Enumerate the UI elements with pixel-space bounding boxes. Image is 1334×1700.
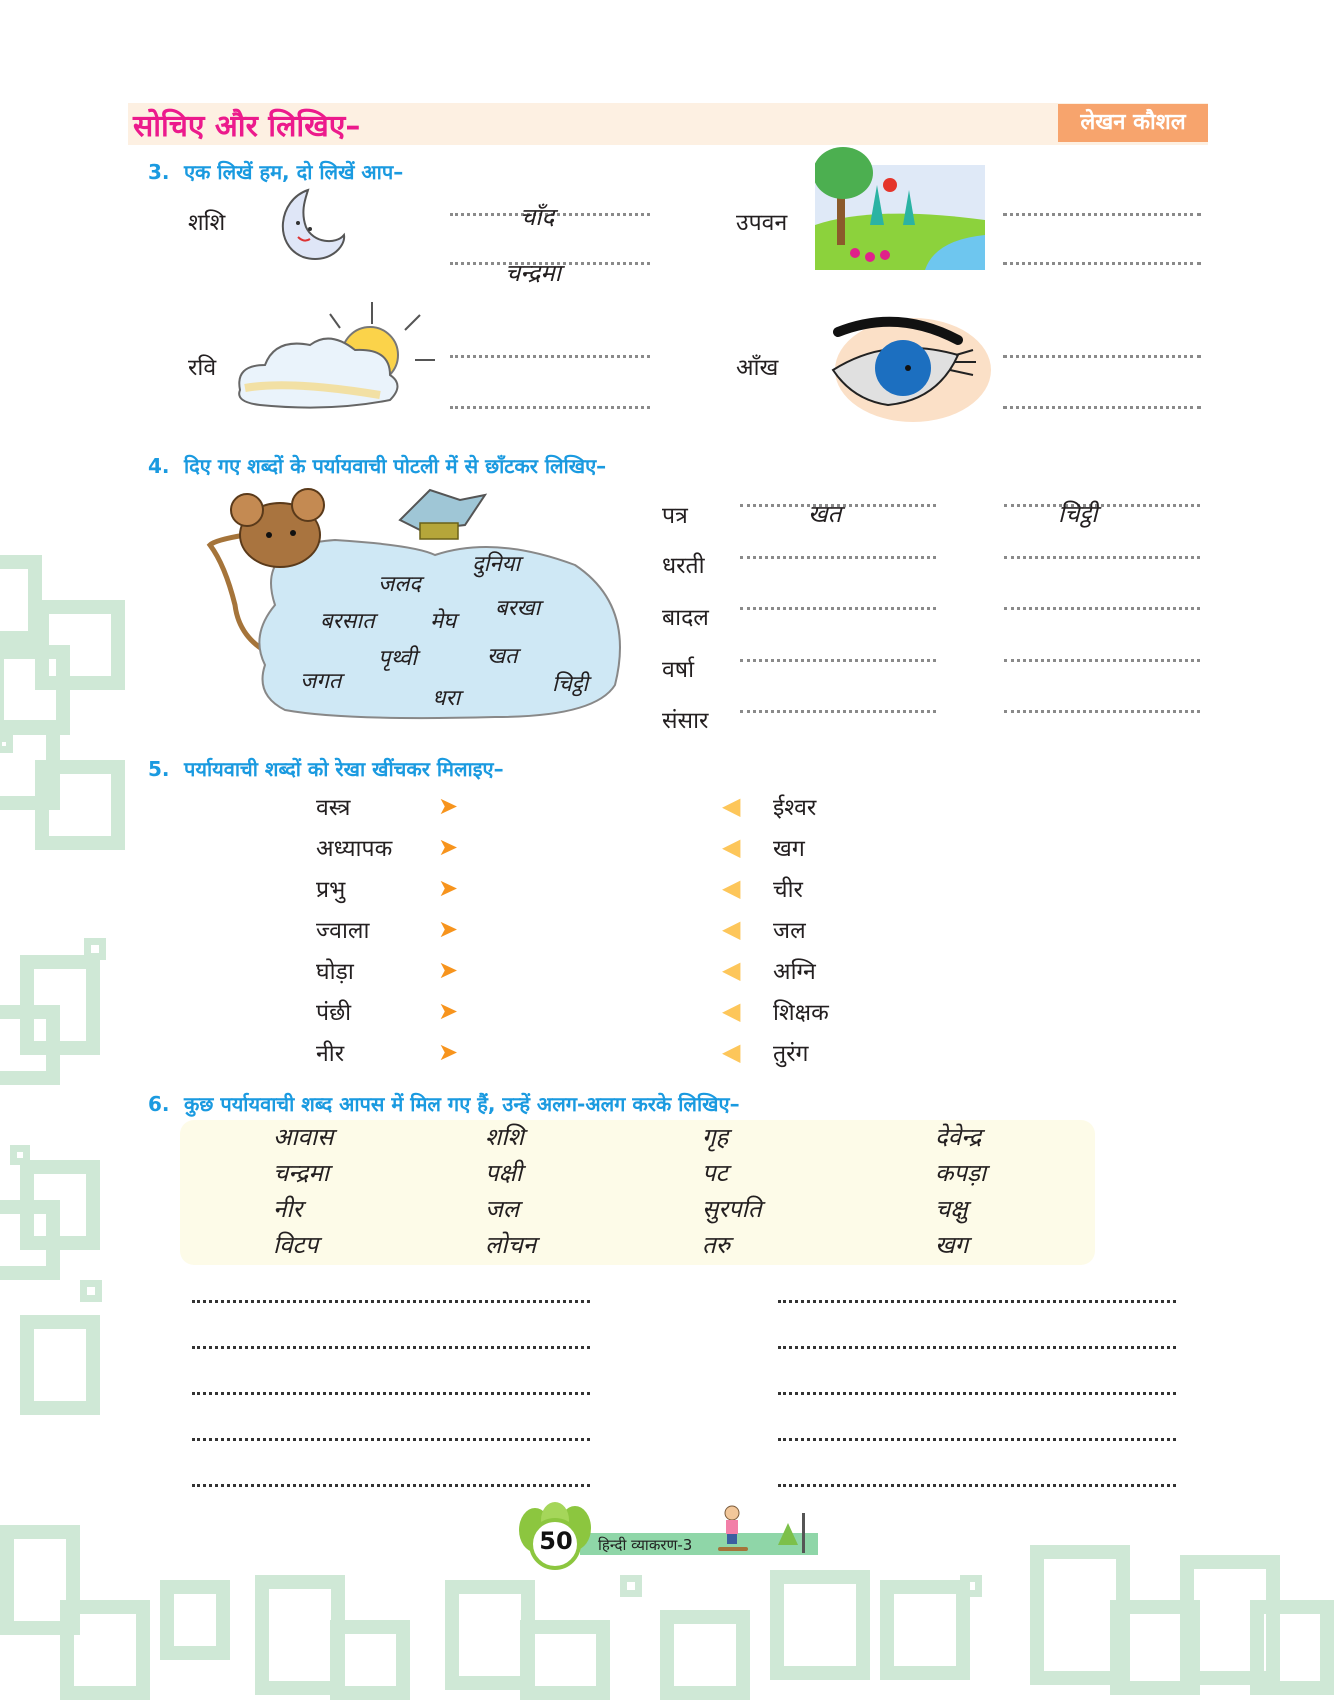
grid-word: चन्द्रमा [273, 1159, 329, 1187]
answer-line[interactable] [740, 556, 936, 559]
arrow-left-icon[interactable]: ◀ [722, 1038, 741, 1066]
match-left-word: घोड़ा [316, 959, 354, 985]
q4-word: वर्षा [662, 657, 695, 683]
answer-line[interactable] [778, 1438, 1176, 1441]
bag-word: जलद [378, 572, 421, 597]
arrow-left-icon[interactable]: ◀ [722, 833, 741, 861]
answer-text: चिट्ठी [1058, 500, 1098, 528]
q5-heading: 5. पर्यायवाची शब्दों को रेखा खींचकर मिलाइए– [148, 757, 504, 781]
match-left-word: ज्वाला [316, 918, 370, 944]
book-title: हिन्दी व्याकरण-3 [598, 1536, 693, 1554]
match-left-word: प्रभु [316, 877, 346, 903]
answer-text: खत [808, 500, 842, 528]
answer-line[interactable] [740, 659, 936, 662]
section-tab: लेखन कौशल [1058, 104, 1208, 142]
answer-line[interactable] [740, 607, 936, 610]
q3-word: आँख [736, 355, 779, 381]
grid-word: तरु [702, 1231, 731, 1259]
match-right-word: अग्नि [773, 959, 816, 985]
answer-line[interactable] [1004, 710, 1200, 713]
bag-word: बरखा [495, 596, 541, 621]
answer-line[interactable] [192, 1392, 590, 1395]
answer-line[interactable] [450, 406, 650, 409]
answer-line[interactable] [1004, 556, 1200, 559]
grid-word: देवेन्द्र [935, 1123, 982, 1151]
answer-line[interactable] [1003, 406, 1201, 409]
q6-heading: 6. कुछ पर्यायवाची शब्द आपस में मिल गए हैं, उन्हें अलग-अलग करके लिखिए– [148, 1092, 740, 1116]
grid-word: सुरपति [702, 1195, 762, 1223]
answer-line[interactable] [192, 1484, 590, 1487]
sun-cloud-icon [230, 300, 440, 415]
q3-word: रवि [188, 355, 217, 381]
bag-word: बरसात [320, 609, 375, 634]
grid-word: विटप [273, 1231, 319, 1259]
skater-boy-icon [710, 1505, 810, 1555]
arrow-left-icon[interactable]: ◀ [722, 915, 741, 943]
answer-line[interactable] [1004, 504, 1200, 507]
grid-word: आवास [273, 1123, 334, 1151]
arrow-right-icon[interactable]: ➤ [438, 792, 459, 820]
arrow-left-icon[interactable]: ◀ [722, 956, 741, 984]
bag-word: मेघ [430, 609, 457, 634]
grid-word: पक्षी [485, 1159, 523, 1187]
answer-line[interactable] [740, 710, 936, 713]
q4-word: पत्र [662, 503, 688, 529]
answer-line[interactable] [778, 1484, 1176, 1487]
match-left-word: पंछी [316, 1000, 352, 1026]
answer-line[interactable] [192, 1346, 590, 1349]
arrow-right-icon[interactable]: ➤ [438, 874, 459, 902]
grid-word: शशि [485, 1123, 524, 1151]
q3-word: शशि [188, 210, 226, 236]
q4-word: संसार [662, 708, 709, 734]
q4-word: बादल [662, 605, 709, 631]
answer-line[interactable] [1004, 607, 1200, 610]
grid-word: नीर [273, 1195, 303, 1223]
moon-icon [268, 185, 348, 265]
answer-line[interactable] [778, 1346, 1176, 1349]
bag-word: खत [487, 644, 518, 669]
arrow-left-icon[interactable]: ◀ [722, 874, 741, 902]
q3-heading: 3. एक लिखें हम, दो लिखें आप– [148, 160, 404, 184]
bag-word: दुनिया [472, 552, 521, 577]
match-right-word: चीर [773, 877, 803, 903]
answer-line[interactable] [192, 1438, 590, 1441]
grid-word: जल [485, 1195, 520, 1223]
grid-word: चक्षु [935, 1195, 968, 1223]
page-number: 50 [539, 1527, 573, 1555]
answer-line[interactable] [778, 1300, 1176, 1303]
match-right-word: खग [773, 836, 805, 862]
grid-word: कपड़ा [935, 1159, 987, 1187]
answer-line[interactable] [1003, 355, 1201, 358]
bag-word: पृथ्वी [378, 646, 417, 671]
match-left-word: नीर [316, 1041, 345, 1067]
match-left-word: अध्यापक [316, 836, 393, 862]
answer-line[interactable] [1004, 659, 1200, 662]
match-left-word: वस्त्र [316, 795, 351, 821]
arrow-right-icon[interactable]: ➤ [438, 833, 459, 861]
eye-icon [828, 310, 993, 430]
q4-heading: 4. दिए गए शब्दों के पर्यायवाची पोटली में से छाँटकर लिखिए– [148, 454, 607, 478]
grid-word: गृह [702, 1123, 729, 1151]
answer-text: चाँद [520, 203, 555, 231]
arrow-right-icon[interactable]: ➤ [438, 956, 459, 984]
answer-line[interactable] [450, 355, 650, 358]
match-right-word: ईश्वर [773, 795, 817, 821]
match-right-word: जल [773, 918, 806, 944]
grid-word: पट [702, 1159, 728, 1187]
answer-line[interactable] [778, 1392, 1176, 1395]
match-right-word: तुरंग [773, 1041, 809, 1067]
answer-line[interactable] [192, 1300, 590, 1303]
grid-word: लोचन [485, 1231, 537, 1259]
arrow-right-icon[interactable]: ➤ [438, 997, 459, 1025]
arrow-left-icon[interactable]: ◀ [722, 792, 741, 820]
grid-word: खग [935, 1231, 969, 1259]
match-right-word: शिक्षक [773, 1000, 829, 1026]
arrow-right-icon[interactable]: ➤ [438, 915, 459, 943]
q4-word: धरती [662, 553, 705, 579]
bag-word: धरा [432, 686, 461, 711]
bag-word: चिट्ठी [552, 672, 589, 697]
bag-word: जगत [300, 669, 342, 694]
arrow-left-icon[interactable]: ◀ [722, 997, 741, 1025]
q3-word: उपवन [736, 210, 788, 236]
answer-text: चन्द्रमा [505, 259, 561, 287]
page-title: सोचिए और लिखिए– [133, 109, 361, 144]
answer-line[interactable] [1003, 213, 1201, 216]
answer-line[interactable] [1003, 262, 1201, 265]
arrow-right-icon[interactable]: ➤ [438, 1038, 459, 1066]
garden-icon [815, 145, 985, 270]
